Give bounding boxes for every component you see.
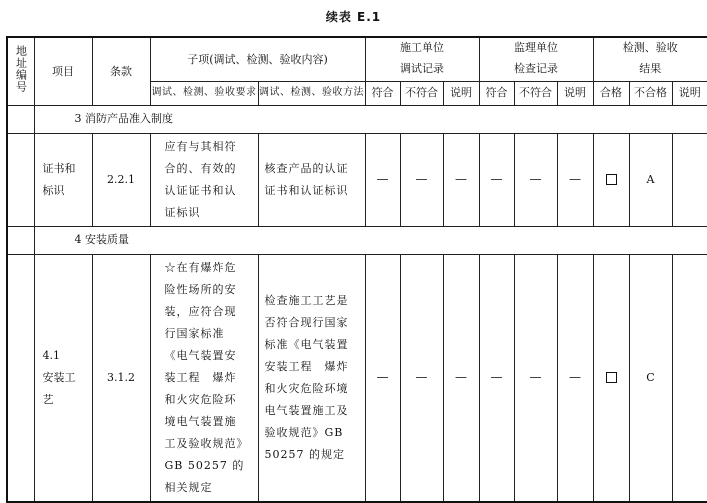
supervision-nonconform: — <box>514 254 557 502</box>
method-cell: 检查施工工艺是否符合现行国家标准《电气装置安装工程 爆炸和火灾危险环境电气装置施工及验收规范》GB 50257 的规定 <box>258 254 365 502</box>
header-subitem: 子项(调试、检测、验收内容) <box>150 37 365 81</box>
grade-cell: A <box>629 133 672 226</box>
item-cell: 证书和 标识 <box>34 133 92 226</box>
construction-conform: — <box>365 254 400 502</box>
header-item: 项目 <box>34 37 92 105</box>
seq-cell <box>7 133 34 226</box>
header-row-1 <box>7 37 707 81</box>
result-note-cell <box>672 133 707 226</box>
table-row <box>7 254 707 502</box>
supervision-conform: — <box>479 254 514 502</box>
table-title: 续表 E.1 <box>325 10 382 24</box>
pass-checkbox[interactable] <box>606 174 617 185</box>
header-fail: 不合格 <box>629 81 672 105</box>
acceptance-table <box>6 36 707 503</box>
header-requirement: 调试、检测、验收要求 <box>150 81 258 105</box>
grade-cell: C <box>629 254 672 502</box>
seq-cell <box>7 254 34 502</box>
header-nonconform-1: 不符合 <box>400 81 443 105</box>
item-cell: 4.1 安装工艺 <box>34 254 92 502</box>
header-nonconform-2: 不符合 <box>514 81 557 105</box>
header-method: 调试、检测、验收方法 <box>258 81 365 105</box>
pass-checkbox-cell <box>593 133 629 226</box>
supervision-nonconform: — <box>514 133 557 226</box>
section-blank <box>7 226 34 254</box>
header-supervision: 监理单位 检查记录 <box>479 37 593 81</box>
supervision-note: — <box>557 254 593 502</box>
requirement-cell: 应有与其相符合的、有效的认证证书和认证标识 <box>150 133 258 226</box>
section-title: 4 安装质量 <box>34 226 707 254</box>
header-conform-1: 符合 <box>365 81 400 105</box>
section-title: 3 消防产品准入制度 <box>34 105 707 133</box>
table-row <box>7 133 707 226</box>
pass-checkbox[interactable] <box>606 372 617 383</box>
requirement-cell: ☆在有爆炸危险性场所的安装，应符合现行国家标准《电气装置安装工程 爆炸和火灾危险环境电气装置施工及验收规范》GB 50257 的相关规定 <box>150 254 258 502</box>
method-cell: 核查产品的认证证书和认证标识 <box>258 133 365 226</box>
result-note-cell <box>672 254 707 502</box>
clause-cell: 3.1.2 <box>92 254 150 502</box>
section-blank <box>7 105 34 133</box>
pass-checkbox-cell <box>593 254 629 502</box>
supervision-note: — <box>557 133 593 226</box>
construction-note: — <box>443 254 479 502</box>
header-note-3: 说明 <box>672 81 707 105</box>
header-result: 检测、验收 结果 <box>593 37 707 81</box>
construction-note: — <box>443 133 479 226</box>
header-note-1: 说明 <box>443 81 479 105</box>
section-row <box>7 105 707 133</box>
header-conform-2: 符合 <box>479 81 514 105</box>
header-note-2: 说明 <box>557 81 593 105</box>
construction-conform: — <box>365 133 400 226</box>
clause-cell: 2.2.1 <box>92 133 150 226</box>
header-construction: 施工单位 调试记录 <box>365 37 479 81</box>
header-seq: 地址编号 <box>7 37 34 105</box>
header-clause: 条款 <box>92 37 150 105</box>
header-pass: 合格 <box>593 81 629 105</box>
supervision-conform: — <box>479 133 514 226</box>
construction-nonconform: — <box>400 254 443 502</box>
section-row <box>7 226 707 254</box>
construction-nonconform: — <box>400 133 443 226</box>
